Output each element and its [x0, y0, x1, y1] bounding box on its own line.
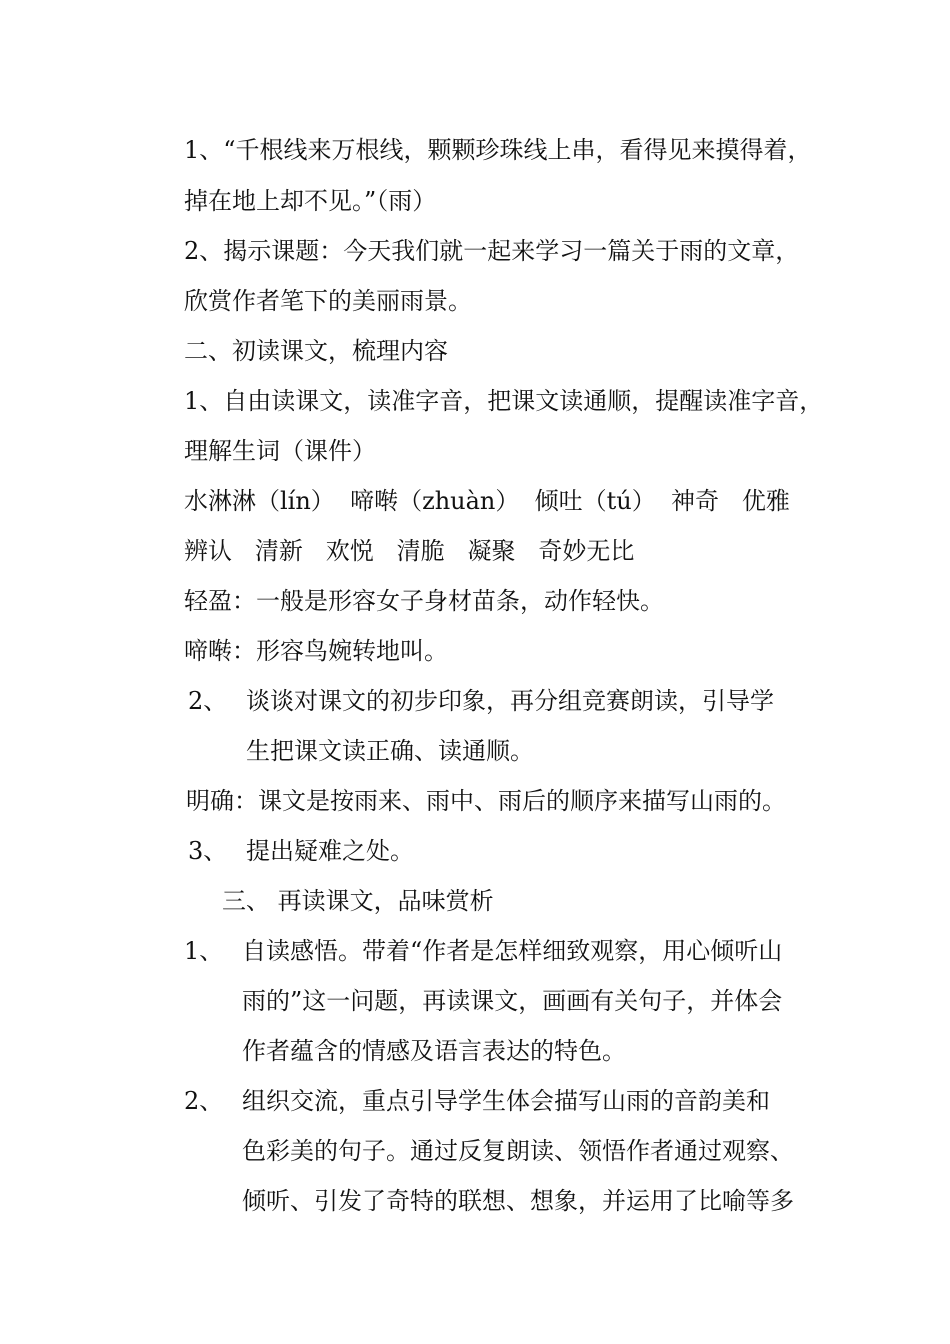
impression-line-2: 生把课文读正确、读通顺。 — [246, 737, 534, 765]
definition-qingying: 轻盈：一般是形容女子身材苗条，动作轻快。 — [184, 587, 664, 615]
reveal-topic-line-2: 欣赏作者笔下的美丽雨景。 — [184, 287, 472, 315]
definition-tizhuan: 啼啭：形容鸟婉转地叫。 — [184, 637, 448, 665]
vocab-line-1: 水淋淋（lín） 啼啭（zhuàn） 倾吐（tú） 神奇 优雅 — [184, 487, 790, 515]
reveal-topic-line-1: 2、揭示课题：今天我们就一起来学习一篇关于雨的文章， — [184, 237, 800, 265]
riddle-line-2: 掉在地上却不见。”（雨） — [184, 187, 437, 215]
impression-line-1: 谈谈对课文的初步印象，再分组竞赛朗读，引导学 — [246, 687, 774, 715]
self-reading-number: 1、 — [184, 937, 224, 965]
self-reading-line-2: 雨的”这一问题，再读课文，画画有关句子，并体会 — [242, 987, 783, 1015]
questions-text: 提出疑难之处。 — [246, 837, 414, 865]
discussion-line-1: 组织交流，重点引导学生体会描写山雨的音韵美和 — [242, 1087, 770, 1115]
section-3-heading: 三、 再读课文，品味赏析 — [222, 887, 494, 915]
self-reading-line-1: 自读感悟。带着“作者是怎样细致观察，用心倾听山 — [242, 937, 783, 965]
discussion-line-3: 倾听、引发了奇特的联想、想象，并运用了比喻等多 — [242, 1187, 794, 1215]
section-2-heading: 二、初读课文，梳理内容 — [184, 337, 448, 365]
discussion-line-2: 色彩美的句子。通过反复朗读、领悟作者通过观察、 — [242, 1137, 794, 1165]
self-reading-line-3: 作者蕴含的情感及语言表达的特色。 — [242, 1037, 626, 1065]
riddle-line-1: 1、“千根线来万根线，颗颗珍珠线上串，看得见来摸得着， — [184, 136, 812, 164]
free-reading-line-2: 理解生词（课件） — [184, 437, 376, 465]
impression-number: 2、 — [188, 687, 228, 715]
free-reading-line-1: 1、自由读课文，读准字音，把课文读通顺，提醒读准字音， — [184, 387, 824, 415]
questions-number: 3、 — [188, 837, 228, 865]
vocab-line-2: 辨认 清新 欢悦 清脆 凝聚 奇妙无比 — [184, 537, 635, 565]
discussion-number: 2、 — [184, 1087, 224, 1115]
clarify-line: 明确：课文是按雨来、雨中、雨后的顺序来描写山雨的。 — [186, 787, 786, 815]
